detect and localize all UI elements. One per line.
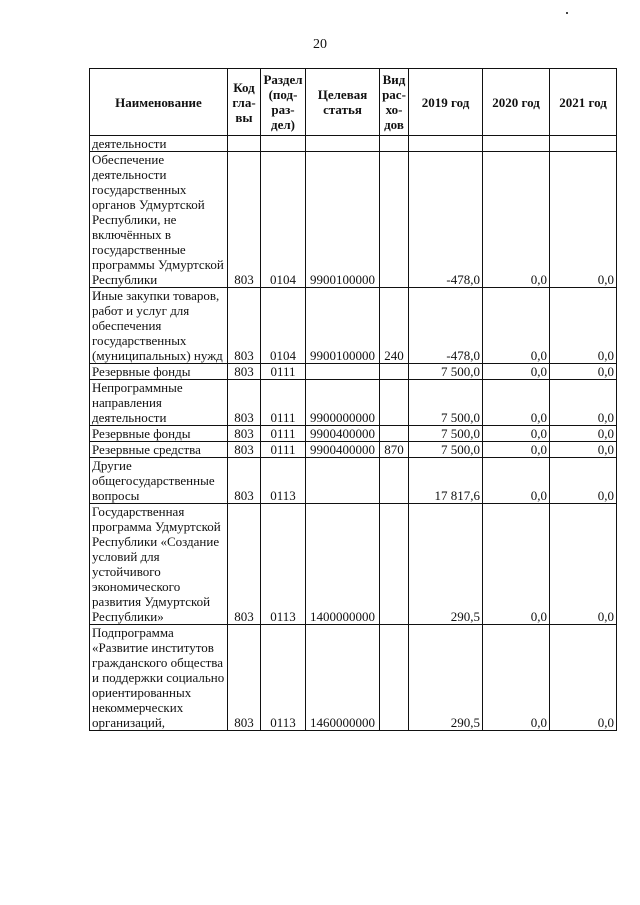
- header-section: Раздел (под-раз-дел): [261, 69, 306, 136]
- row-2021: 0,0: [550, 380, 617, 426]
- table-row: [90, 152, 617, 288]
- row-expense-type: [380, 364, 409, 380]
- table-row: [90, 625, 617, 731]
- table-row: [90, 380, 617, 426]
- row-name: Государственная программа Удмуртской Республики «Создание условий для устойчивого экономического развития Удмуртской Республики»: [90, 504, 228, 625]
- row-chapter: 803: [228, 625, 261, 731]
- row-2021: 0,0: [550, 426, 617, 442]
- row-2020: 0,0: [483, 152, 550, 288]
- row-name: Резервные средства: [90, 442, 228, 458]
- row-expense-type: [380, 426, 409, 442]
- row-section: [261, 136, 306, 152]
- row-2020: 0,0: [483, 504, 550, 625]
- row-section: 0111: [261, 426, 306, 442]
- row-2021: 0,0: [550, 364, 617, 380]
- row-article: 1400000000: [306, 504, 380, 625]
- row-article: [306, 458, 380, 504]
- table-row: [90, 426, 617, 442]
- row-expense-type: [380, 380, 409, 426]
- row-article: 9900100000: [306, 152, 380, 288]
- header-expense-type: Вид рас-хо-дов: [380, 69, 409, 136]
- row-2020: 0,0: [483, 426, 550, 442]
- header-2021: 2021 год: [550, 69, 617, 136]
- row-2019: 17 817,6: [409, 458, 483, 504]
- row-name: Подпрограмма «Развитие институтов гражданского общества и поддержки социально ориентированных некоммерческих организаций,: [90, 625, 228, 731]
- row-name: деятельности: [90, 136, 228, 152]
- row-section: 0111: [261, 380, 306, 426]
- row-expense-type: [380, 458, 409, 504]
- row-chapter: [228, 136, 261, 152]
- row-name: Резервные фонды: [90, 426, 228, 442]
- row-2020: 0,0: [483, 625, 550, 731]
- header-2019: 2019 год: [409, 69, 483, 136]
- row-chapter: 803: [228, 152, 261, 288]
- row-name: Обеспечение деятельности государственных органов Удмуртской Республики, не включённых в государственные программы Удмуртской Республики: [90, 152, 228, 288]
- row-2019: 290,5: [409, 504, 483, 625]
- row-section: 0113: [261, 625, 306, 731]
- row-2021: 0,0: [550, 152, 617, 288]
- row-2020: 0,0: [483, 458, 550, 504]
- row-2019: -478,0: [409, 288, 483, 364]
- table-row: [90, 442, 617, 458]
- row-2020: [483, 136, 550, 152]
- table-row: [90, 504, 617, 625]
- row-2021: 0,0: [550, 625, 617, 731]
- row-2019: 7 500,0: [409, 442, 483, 458]
- table-header-row: [90, 69, 617, 136]
- row-2020: 0,0: [483, 442, 550, 458]
- header-2020: 2020 год: [483, 69, 550, 136]
- header-article: Целевая статья: [306, 69, 380, 136]
- row-2019: 7 500,0: [409, 426, 483, 442]
- row-2019: -478,0: [409, 152, 483, 288]
- row-section: 0111: [261, 364, 306, 380]
- budget-table: [89, 68, 617, 731]
- row-expense-type: [380, 504, 409, 625]
- row-section: 0111: [261, 442, 306, 458]
- page-number: 20: [313, 37, 327, 52]
- row-expense-type: [380, 152, 409, 288]
- row-section: 0104: [261, 152, 306, 288]
- row-expense-type: 240: [380, 288, 409, 364]
- row-section: 0113: [261, 458, 306, 504]
- row-2020: 0,0: [483, 288, 550, 364]
- row-section: 0113: [261, 504, 306, 625]
- row-2019: 7 500,0: [409, 364, 483, 380]
- row-2021: 0,0: [550, 504, 617, 625]
- row-article: 9900000000: [306, 380, 380, 426]
- row-2021: 0,0: [550, 288, 617, 364]
- header-chapter: Код гла-вы: [228, 69, 261, 136]
- row-name: Другие общегосударственные вопросы: [90, 458, 228, 504]
- row-2021: 0,0: [550, 442, 617, 458]
- row-article: 9900400000: [306, 426, 380, 442]
- row-chapter: 803: [228, 426, 261, 442]
- row-name: Иные закупки товаров, работ и услуг для обеспечения государственных (муниципальных) нужд: [90, 288, 228, 364]
- row-section: 0104: [261, 288, 306, 364]
- row-2019: [409, 136, 483, 152]
- table-row: [90, 288, 617, 364]
- row-chapter: 803: [228, 504, 261, 625]
- row-article: [306, 364, 380, 380]
- header-name: Наименование: [90, 69, 228, 136]
- row-article: [306, 136, 380, 152]
- table-row: [90, 136, 617, 152]
- row-article: 9900400000: [306, 442, 380, 458]
- row-article: 9900100000: [306, 288, 380, 364]
- row-chapter: 803: [228, 458, 261, 504]
- row-chapter: 803: [228, 380, 261, 426]
- row-chapter: 803: [228, 442, 261, 458]
- row-article: 1460000000: [306, 625, 380, 731]
- row-name: Непрограммные направления деятельности: [90, 380, 228, 426]
- row-expense-type: [380, 625, 409, 731]
- row-2020: 0,0: [483, 380, 550, 426]
- table-row: [90, 458, 617, 504]
- row-2021: [550, 136, 617, 152]
- row-chapter: 803: [228, 364, 261, 380]
- row-expense-type: 870: [380, 442, 409, 458]
- row-name: Резервные фонды: [90, 364, 228, 380]
- table-row: [90, 364, 617, 380]
- row-2019: 7 500,0: [409, 380, 483, 426]
- row-expense-type: [380, 136, 409, 152]
- row-2020: 0,0: [483, 364, 550, 380]
- row-2021: 0,0: [550, 458, 617, 504]
- row-2019: 290,5: [409, 625, 483, 731]
- row-chapter: 803: [228, 288, 261, 364]
- scan-dot: [566, 12, 568, 14]
